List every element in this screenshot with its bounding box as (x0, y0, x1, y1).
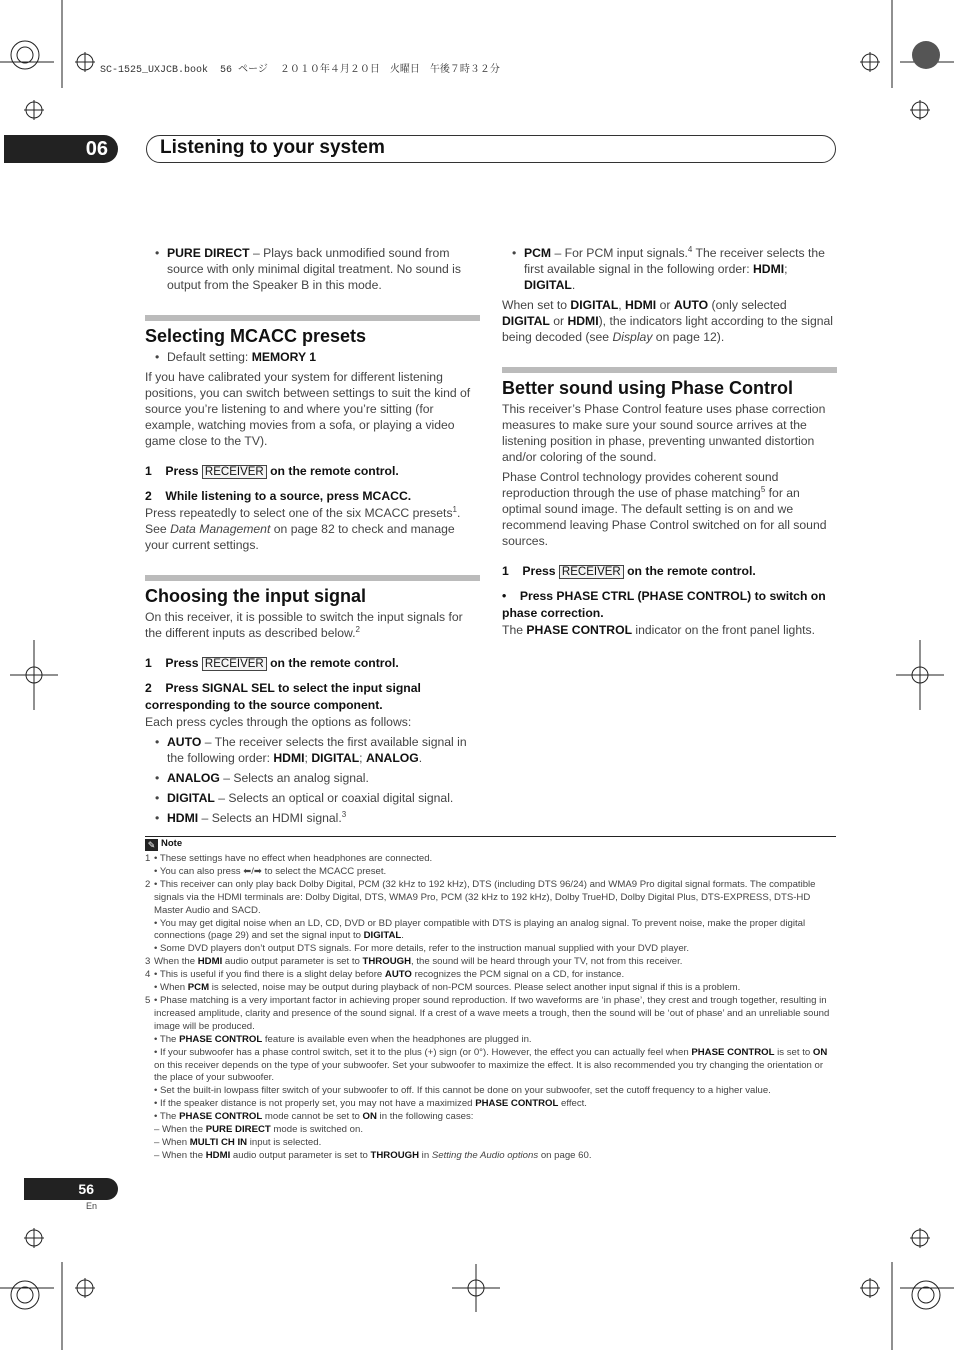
footnote-5 (145, 1111, 837, 1124)
footnote-text: • If your subwoofer has a phase control switch, set it to the plus (+) sign (or 0°). However, the effect you can actually feel when (154, 1046, 692, 1058)
receiver-key: RECEIVER (559, 565, 624, 579)
footnote-3 (145, 956, 837, 969)
footnote-4 (145, 969, 837, 982)
section-title-input-signal: Choosing the input signal (145, 586, 366, 606)
term: DIGITAL (502, 314, 550, 328)
term: DIGITAL (570, 298, 619, 312)
footnote-text: audio output parameter is set to (222, 956, 363, 968)
receiver-key: RECEIVER (202, 657, 267, 671)
footnote-ref: 2 (355, 624, 360, 634)
term: THROUGH (370, 1149, 420, 1161)
option-value: HDMI (273, 751, 305, 765)
input-step-2 (145, 680, 480, 714)
page-number: 56 (24, 1178, 118, 1200)
footnote-2 (145, 918, 837, 944)
footnote-ref: 3 (341, 809, 347, 819)
term: AUTO (384, 969, 412, 981)
separator: ; (359, 751, 366, 765)
pure-direct-item (145, 245, 480, 293)
cross-reference: Display (612, 330, 653, 344)
mcacc-step-1 (145, 463, 480, 480)
term: ON (362, 1111, 377, 1123)
term: PHASE CONTROL (179, 1033, 263, 1045)
footnote-text: – When (154, 1136, 190, 1148)
body-text: . See (145, 506, 461, 536)
body-text: Press repeatedly to select one of the six MCACC presets (145, 506, 453, 520)
section-rule (145, 575, 480, 581)
body-text: indicator on the front panel lights. (632, 623, 815, 637)
footnote-text: audio output parameter is set to (230, 1149, 371, 1161)
footnote-text: feature is available even when the headphones are plugged in. (262, 1033, 532, 1045)
phase-technology (502, 469, 837, 549)
option-digital (145, 790, 480, 806)
footnote-1 (145, 866, 837, 879)
term: HDMI (625, 298, 657, 312)
option-analog (145, 770, 480, 786)
section-rule (502, 367, 837, 373)
option-hdmi (145, 810, 480, 826)
pcm-term: PCM (524, 246, 552, 260)
term: PHASE CONTROL (691, 1046, 775, 1058)
footnote-number: 3 (145, 956, 151, 968)
indicator-text (502, 297, 837, 345)
footnote-text: • This receiver can only play back Dolby Digital, PCM (32 kHz to 192 kHz), DTS (including DTS 96/24) and WMA9 Pro digital signal formats. The compatible signals via the HDMI terminals are: Dolby Digital, DTS, WMA9 Pro, PCM (32 kHz to 192 kHz), Dolby TrueHD, Dolby Digital Plus, DTS-EXPRESS, DTS-HD Master Audio and SACD. (154, 878, 816, 916)
body-text: for an optimal sound image. The default setting is on and we recommend leaving Phase Control switched on for all sound sources. (502, 486, 827, 548)
footnote-text: • Some DVD players don’t output DTS signals. For more details, refer to the instruction manual supplied with your DVD player. (154, 943, 689, 955)
body-text: or (656, 298, 674, 312)
footnote-text: • If the speaker distance is not properly set, you may not have a maximized (154, 1098, 476, 1110)
footnote-5 (145, 995, 837, 1034)
term: HDMI (197, 956, 223, 968)
footnote-text: , the sound will be heard through your TV, not from this receiver. (411, 956, 683, 968)
footnote-1 (145, 853, 837, 866)
footnote-5 (145, 1047, 837, 1086)
footnote-text: • The (154, 1111, 180, 1123)
term: DIGITAL (363, 930, 402, 942)
footnote-text: recognizes the PCM signal on a CD, for instance. (411, 969, 625, 981)
chapter-number-tab: 06 (4, 135, 118, 163)
pcm-text: The receiver selects the first available signal in the following order: (524, 246, 825, 276)
footnote-text: on page 60. (538, 1149, 592, 1161)
body-text: On this receiver, it is possible to switch the input signals for the different inputs as described below. (145, 610, 463, 640)
footnote-text: • This is useful if you find there is a slight delay before (154, 969, 385, 981)
phase-step-2 (502, 588, 837, 622)
footnote-ref: 1 (452, 504, 457, 514)
footnote-text: is selected, noise may be output during playback of non-PCM sources. Please select another input signal if this is a problem. (209, 982, 741, 994)
step-text: Press SIGNAL SEL to select the input signal corresponding to the source component. (145, 681, 421, 712)
footnote-text: When the (154, 956, 198, 968)
cross-reference: Data Management (170, 522, 271, 536)
footnote-text: • The (154, 1033, 180, 1045)
footnote-text: • You may get digital noise when an LD, CD, DVD or BD player compatible with DTS is playing an analog signal. To prevent noise, make the proper digital connections (page 29) and set the signal input to (154, 917, 806, 942)
footnote-2 (145, 879, 837, 918)
step-number: 1 (145, 656, 152, 670)
note-pencil-icon: ✎ (145, 839, 158, 851)
step-text: Press (522, 564, 559, 578)
term: PURE DIRECT (205, 1124, 271, 1136)
footnote-5 (145, 1124, 837, 1137)
mcacc-intro: If you have calibrated your system for different listening positions, you can switch between settings to suit the kind of source you’re listening to and where you’re sitting (for example, watching movies from a sofa, or playing a video game close to the TV). (145, 370, 471, 448)
footnote-text: effect. (558, 1098, 587, 1110)
step-text: While listening to a source, press MCACC. (165, 489, 412, 503)
pcm-text: – For PCM input signals. (551, 246, 688, 260)
term: PHASE CONTROL (475, 1098, 559, 1110)
footnote-number: 4 (145, 969, 151, 981)
footnote-ref: 5 (760, 484, 766, 494)
footnote-number: 5 (145, 994, 151, 1006)
step-text: Press (165, 656, 202, 670)
option-term: DIGITAL (167, 791, 215, 805)
cross-reference: Setting the Audio options (431, 1149, 539, 1161)
body-text: When set to (502, 298, 571, 312)
term: PCM (187, 982, 210, 994)
left-column (145, 245, 480, 830)
option-term: AUTO (167, 735, 202, 749)
separator: . (418, 751, 423, 765)
input-cycle-text: Each press cycles through the options as follows: (145, 715, 412, 729)
print-header: SC-1525_UXJCB.book 56 ページ ２０１０年４月２０日 火曜日 午後７時３２分 (100, 65, 500, 76)
chapter-title: Listening to your system (160, 137, 385, 158)
term: AUTO (673, 298, 709, 312)
footnote-number: 2 (145, 878, 151, 890)
step-text: Press (165, 464, 202, 478)
option-value: HDMI (752, 262, 785, 276)
term: HDMI (567, 314, 599, 328)
option-text: – Selects an HDMI signal. (198, 811, 342, 825)
option-text: – Selects an optical or coaxial digital signal. (214, 791, 454, 805)
term: PHASE CONTROL (526, 623, 633, 637)
page-language: En (86, 1201, 98, 1211)
footnote-text: is set to (774, 1046, 813, 1058)
step-number: 1 (145, 464, 152, 478)
option-value: ANALOG (365, 751, 419, 765)
term: THROUGH (362, 956, 412, 968)
footnote-text: . (401, 930, 404, 942)
footnote-text: • You can also press ⬅/➡ to select the MCACC preset. (154, 865, 387, 877)
step-number: 2 (145, 489, 152, 503)
phase-intro: This receiver’s Phase Control feature uses phase correction measures to make sure your sound source arrives at the listening position in phase, preventing unwanted distortion and/or coloring of the sound. (502, 402, 826, 464)
separator: ; (784, 262, 788, 276)
pcm-item (502, 245, 837, 293)
pure-direct-text: – Plays back unmodified sound from source with only minimal digital treatment. No sound is output from the Speaker B in this mode. (167, 246, 461, 292)
footnote-text: on this receiver depends on the type of your subwoofer. Set your subwoofer to maximize the effect. It is also recommended you try changing the orientation or the place of your subwoofer. (154, 1059, 824, 1084)
footnote-ref: 4 (687, 244, 693, 254)
footnote-text: • Set the built-in lowpass filter switch of your subwoofer to off. If this cannot be done on your subwoofer, set the cutoff frequency to a higher value. (154, 1085, 771, 1097)
pure-direct-term: PURE DIRECT (167, 246, 250, 260)
footnote-text: in the following cases: (376, 1111, 474, 1123)
footnote-5 (145, 1034, 837, 1047)
body-text: , (618, 298, 626, 312)
body-text: The (502, 623, 527, 637)
body-text: Phase Control technology provides coherent sound reproduction through the use of phase matching (502, 470, 779, 500)
footnote-text: • These settings have no effect when headphones are connected. (154, 853, 433, 864)
body-text: ), the indicators light according to the signal being decoded (see (502, 314, 834, 344)
step-text: on the remote control. (266, 656, 399, 670)
footnote-text: in (419, 1149, 432, 1161)
step-number: 2 (145, 681, 152, 695)
option-text: – Selects an analog signal. (219, 771, 369, 785)
term: PHASE CONTROL (179, 1111, 263, 1123)
note-divider (145, 836, 836, 837)
section-rule (145, 315, 480, 321)
default-setting-value: MEMORY 1 (251, 350, 317, 364)
footnote-text: input is selected. (247, 1136, 322, 1148)
footnote-5 (145, 1098, 837, 1111)
footnote-text: – When the (154, 1124, 206, 1136)
phase-step-2-body (502, 622, 837, 638)
footnote-text: • Phase matching is a very important factor in achieving proper sound reproduction. If two waveforms are ‘in phase’, they crest and trough together, resulting in increased amplitude, clarity and presence of the sound signal. If a crest of a wave meets a trough, then the sound will be ‘out of phase’ and an unreliable sound image will be produced. (154, 994, 830, 1032)
mcacc-step-2-body (145, 505, 480, 553)
input-step-1 (145, 655, 480, 672)
term: HDMI (205, 1149, 231, 1161)
footnote-5 (145, 1085, 837, 1098)
option-term: HDMI (167, 811, 199, 825)
default-setting (145, 349, 480, 365)
option-value: DIGITAL (524, 278, 572, 292)
separator: ; (304, 751, 312, 765)
body-text: or (549, 314, 568, 328)
body-text: on page 12). (652, 330, 725, 344)
receiver-key: RECEIVER (202, 465, 267, 479)
footnote-5 (145, 1137, 837, 1150)
mcacc-step-2 (145, 488, 480, 505)
option-auto (145, 734, 480, 766)
step-number: 1 (502, 564, 509, 578)
footnote-4 (145, 982, 837, 995)
footnote-text: mode is switched on. (270, 1124, 364, 1136)
term: MULTI CH IN (189, 1136, 248, 1148)
footnote-2 (145, 943, 837, 956)
footnote-5 (145, 1150, 837, 1163)
input-intro (145, 609, 480, 641)
option-text: – The receiver selects the first available signal in the following order: (167, 735, 467, 765)
footnote-text: mode cannot be set to (262, 1111, 363, 1123)
step-text: Press PHASE CTRL (PHASE CONTROL) to switch on phase correction. (502, 589, 826, 620)
step-bullet: • (502, 589, 507, 603)
section-title-phase-control: Better sound using Phase Control (502, 378, 794, 398)
footnote-text: – When the (154, 1149, 206, 1161)
footnote-text: • When (154, 982, 188, 994)
note-heading: Note (161, 838, 183, 849)
step-text: on the remote control. (623, 564, 756, 578)
body-text: on page 82 to check and manage your current settings. (145, 522, 455, 552)
footnote-number: 1 (145, 853, 151, 864)
footnotes (145, 853, 837, 1163)
option-term: ANALOG (167, 771, 220, 785)
section-title-mcacc: Selecting MCACC presets (145, 326, 367, 346)
separator: . (571, 278, 576, 292)
default-setting-label: Default setting: (167, 350, 252, 364)
body-text: (only selected (708, 298, 787, 312)
option-value: DIGITAL (311, 751, 360, 765)
right-column (502, 245, 837, 638)
term: ON (812, 1046, 828, 1058)
step-text: on the remote control. (266, 464, 399, 478)
phase-step-1 (502, 563, 837, 580)
